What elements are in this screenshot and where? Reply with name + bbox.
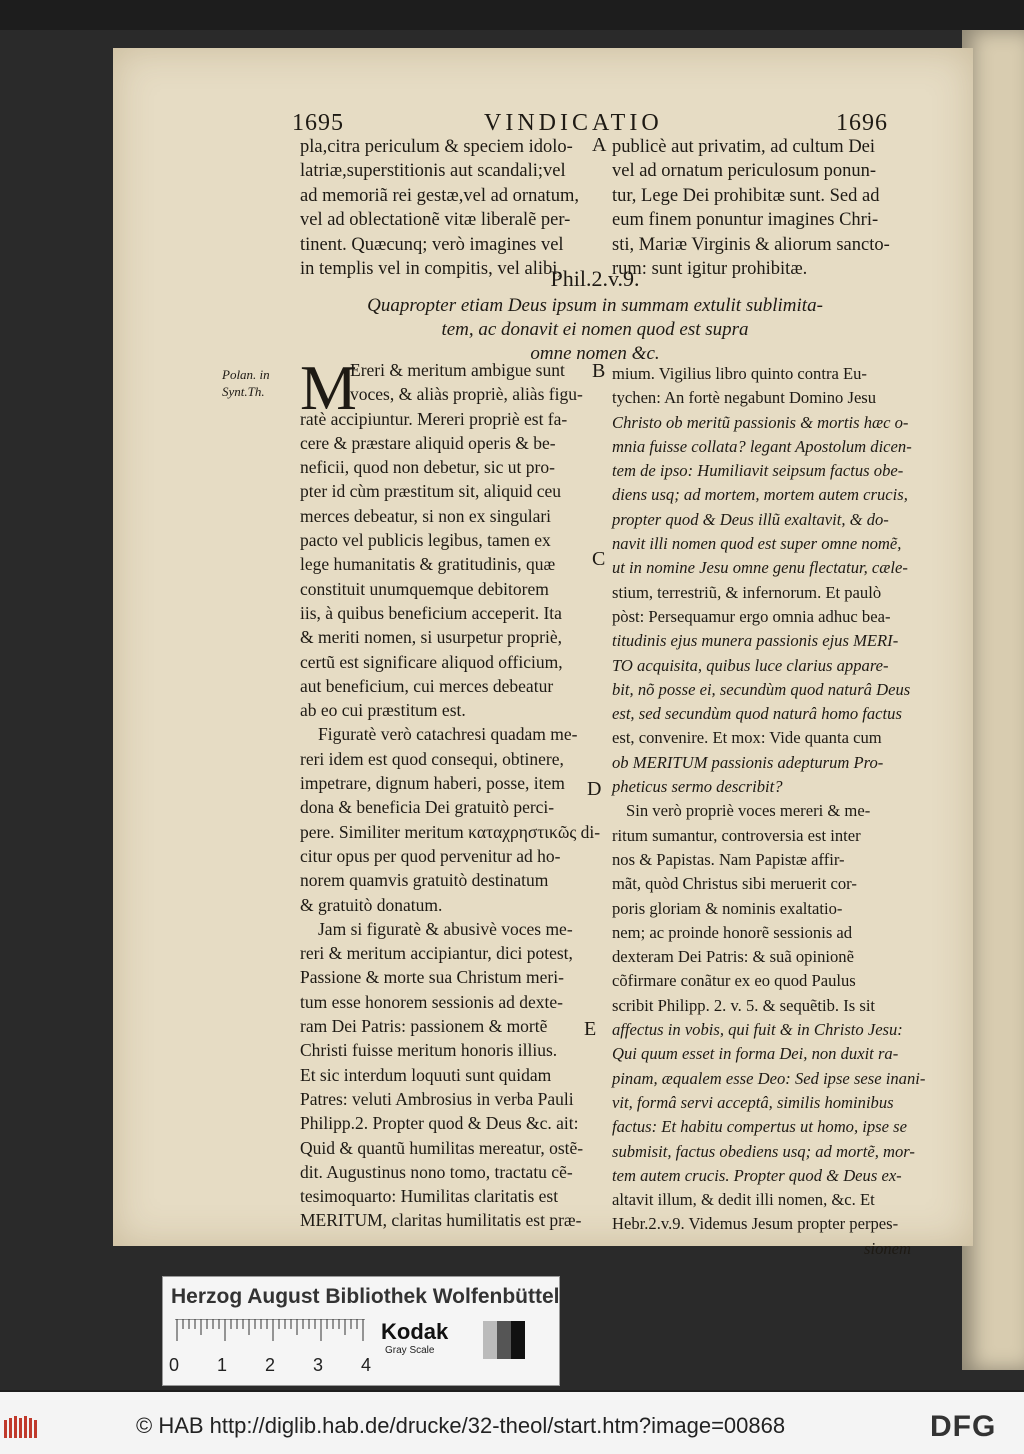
text-line: Ereri & meritum ambigue sunt — [350, 360, 565, 380]
footer-credit-link[interactable]: © HAB http://diglib.hab.de/drucke/32-theol/start.htm?image=00868 — [136, 1413, 786, 1438]
text-line: voces, & aliàs propriè, aliàs figu- — [350, 384, 583, 405]
text-line: nem; ac proinde honorẽ sessionis ad — [612, 922, 853, 942]
text-line: Christi fuisse meritum honoris illius. — [300, 1040, 558, 1061]
text-line: scribit Philipp. 2. v. 5. & sequẽtib. Is sit — [612, 995, 876, 1015]
gray-scale-label: Gray Scale — [385, 1345, 435, 1356]
section-quote — [290, 294, 900, 366]
text-line: tychen: An fortè negabunt Domino Jesu — [612, 388, 877, 408]
running-title: VINDICATIO — [484, 110, 663, 136]
text-line: est, convenire. Et mox: Vide quanta cum — [612, 728, 882, 748]
text-line: submisit, factus obediens usq; ad mortẽ, mor- — [612, 1141, 915, 1161]
text-line: est, sed secundùm quod naturâ homo factus — [612, 704, 902, 724]
text-line: sionem — [864, 1238, 912, 1258]
text-line: titudinis ejus munera passionis ejus MERI- — [612, 631, 899, 651]
drop-capital: M — [300, 352, 357, 423]
margin-marker-a: A — [592, 134, 607, 156]
text-line: mnia fuisse collata? legant Apostolum dicen- — [612, 436, 912, 456]
text-line: cõfirmare conãtur ex eo quod Paulus — [612, 971, 856, 991]
quote-line: tem, ac donavit ei nomen quod est supra — [441, 319, 749, 340]
text-line: tum esse honorem sessionis ad dexte- — [300, 991, 563, 1012]
library-name: Herzog August Bibliothek Wolfenbüttel — [171, 1285, 560, 1308]
text-line: Jam si figuratè & abusivè voces me- — [318, 918, 573, 939]
ruler-scale — [175, 1319, 365, 1345]
text-line: factus: Et habitu compertus ut homo, ipse se — [612, 1117, 907, 1137]
text-line: dona & beneficia Dei gratuitò perci- — [300, 797, 555, 818]
text-line: navit illi nomen quod est super omne nomẽ, — [612, 534, 902, 554]
text-line: Christo ob meritũ passionis & mortis hæc o- — [612, 412, 909, 432]
text-line: & gratuitò donatum. — [300, 894, 443, 915]
hab-logo-icon — [4, 1416, 40, 1440]
gray-patch — [483, 1321, 525, 1359]
text-line: reri idem est quod consequi, obtinere, — [300, 748, 564, 769]
text-line: affectus in vobis, qui fuit & in Christo Jesu: — [612, 1020, 903, 1040]
left-page-number: 1695 — [292, 110, 344, 136]
text-line: neficii, quod non debetur, sic ut pro- — [300, 457, 555, 478]
text-line: tinent. Quæcunq; verò imagines vel — [300, 234, 564, 255]
margin-note — [222, 366, 270, 400]
text-line: latriæ,superstitionis aut scandali;vel — [300, 161, 566, 182]
text-line: pheticus sermo describit? — [612, 777, 783, 797]
text-line: tem autem crucis. Propter quod & Deus ex- — [612, 1165, 902, 1185]
text-line: dexteram Dei Patris: & suã opinionẽ — [612, 947, 854, 967]
margin-marker-b: B — [592, 360, 606, 382]
margin-note-line: Polan. in — [222, 367, 270, 382]
margin-marker-d: D — [587, 778, 602, 800]
text-line: tur, Lege Dei prohibitæ sunt. Sed ad — [612, 185, 880, 206]
text-line: Et sic interdum loquuti sunt quidam — [300, 1064, 552, 1085]
text-line: Quid & quantũ humilitas mereatur, ostẽ- — [300, 1137, 584, 1158]
text-line: cere & præstare aliquid operis & be- — [300, 432, 556, 453]
text-line: vit, formâ servi acceptâ, similis hominibus — [612, 1092, 894, 1112]
text-line: TO acquisita, quibus luce clarius appare- — [612, 655, 889, 675]
top-left-block — [300, 135, 579, 281]
text-line: tem de ipso: Humiliavit seipsum factus obe- — [612, 461, 904, 481]
text-line: in templis vel in compitis, vel alibi, — [300, 259, 563, 280]
text-line: pla,citra periculum & speciem idolo- — [300, 137, 573, 157]
margin-note-line: Synt.Th. — [222, 384, 265, 399]
text-line: eum finem ponuntur imagines Chri- — [612, 210, 879, 231]
scale-number: 3 — [313, 1355, 324, 1375]
text-line: propter quod & Deus illũ exaltavit, & do- — [612, 509, 889, 529]
text-line: bit, nõ posse ei, secundùm quod naturâ Deus — [612, 679, 911, 699]
text-line: sti, Mariæ Virginis & aliorum sancto- — [612, 234, 890, 255]
text-line: dit. Augustinus nono tomo, tractatu cẽ- — [300, 1161, 573, 1182]
text-line: rum: sunt igitur prohibitæ. — [612, 259, 808, 280]
margin-marker-e: E — [584, 1018, 597, 1040]
text-line: Qui quum esset in forma Dei, non duxit ra- — [612, 1044, 899, 1064]
scale-number: 2 — [265, 1355, 276, 1375]
text-line: diens usq; ad mortem, mortem autem crucis, — [612, 485, 908, 505]
text-line: MERITUM, claritas humilitatis est præ- — [300, 1210, 582, 1231]
margin-marker-c: C — [592, 548, 606, 570]
text-line: vel ad ornatum periculosum ponun- — [612, 161, 877, 182]
text-line: Figuratè verò catachresi quadam me- — [318, 724, 578, 745]
text-line: Philipp.2. Propter quod & Deus &c. ait: — [300, 1113, 579, 1134]
text-line: ad memoriã rei gestæ,vel ad ornatum, — [300, 185, 579, 206]
text-line: ram Dei Patris: passionem & mortẽ — [300, 1016, 548, 1037]
text-line: & meriti nomen, si usurpetur propriè, — [300, 627, 562, 648]
text-line: Hebr.2.v.9. Videmus Jesum propter perpes- — [612, 1214, 899, 1234]
text-line: norem quamvis gratuitò destinatum — [300, 870, 549, 891]
text-line: impetrare, dignum haberi, posse, item — [300, 773, 565, 794]
text-line: citur opus per quod pervenitur ad ho- — [300, 845, 561, 866]
text-line: pere. Similiter meritum καταχρηστικῶς di- — [300, 821, 601, 842]
text-line: merces debeatur, si non ex singulari — [300, 505, 552, 526]
quote-line: omne nomen &c. — [530, 343, 660, 364]
text-line: tesimoquarto: Humilitas claritatis est — [300, 1186, 559, 1207]
kodak-brand: Kodak — [381, 1319, 449, 1344]
left-column — [300, 352, 601, 1233]
text-line: stium, terrestriũ, & infernorum. Et paulò — [612, 582, 882, 602]
text-line: constituit unumquemque debitorem — [300, 578, 549, 599]
text-line: mãt, quòd Christus sibi meruerit cor- — [612, 874, 857, 894]
text-line: pòst: Persequamur ergo omnia adhuc bea- — [612, 606, 891, 626]
text-line: Sin verò propriè voces mereri & me- — [626, 801, 871, 821]
text-line: nos & Papistas. Nam Papistæ affir- — [612, 849, 845, 869]
scale-number: 4 — [361, 1355, 372, 1375]
text-line: ab eo cui præstitum est. — [300, 700, 466, 721]
text-line: ut in nomine Jesu omne genu flectatur, cæle- — [612, 558, 908, 578]
text-line: reri & meritum accipiantur, dici potest, — [300, 943, 573, 964]
quote-line: Quapropter etiam Deus ipsum in summam extulit sublimita- — [367, 295, 823, 316]
right-page-number: 1696 — [836, 110, 888, 136]
top-right-block — [612, 135, 890, 281]
scale-number: 0 — [169, 1355, 180, 1375]
text-line: Patres: veluti Ambrosius in verba Pauli — [300, 1088, 574, 1109]
text-line: publicè aut privatim, ad cultum Dei — [612, 137, 876, 157]
text-line: ritum sumantur, controversia est inter — [612, 825, 861, 845]
dfg-logo: DFG — [930, 1410, 997, 1443]
text-line: Passione & morte sua Christum meri- — [300, 967, 564, 988]
text-line: pinam, æqualem esse Deo: Sed ipse sese inani- — [612, 1068, 926, 1088]
text-line: ob MERITUM passionis adepturum Pro- — [612, 752, 884, 772]
text-line: certũ est significare aliquod officium, — [300, 651, 563, 672]
text-line: mium. Vigilius libro quinto contra Eu- — [612, 364, 867, 383]
right-column — [612, 362, 925, 1261]
text-line: poris gloriam & nominis exaltatio- — [612, 898, 843, 918]
text-line: aut beneficium, cui merces debeatur — [300, 675, 554, 696]
text-line: lege humanitatis & gratitudinis, quæ — [300, 554, 556, 575]
text-line: vel ad oblectationẽ vitæ liberalẽ per- — [300, 210, 571, 231]
text-line: altavit illum, & dedit illi nomen, &c. Et — [612, 1190, 875, 1210]
text-line: iis, à quibus beneficium acceperit. Ita — [300, 602, 562, 623]
scale-number: 1 — [217, 1355, 228, 1375]
text-line: pter id cùm præstitum sit, aliquid ceu — [300, 481, 562, 502]
section-reference: Phil.2.v.9. — [550, 266, 640, 291]
color-target-card — [162, 1276, 560, 1386]
text-line: ratè accipiuntur. Mereri propriè est fa- — [300, 408, 568, 429]
text-line: pacto vel publicis legibus, tamen ex — [300, 530, 551, 551]
